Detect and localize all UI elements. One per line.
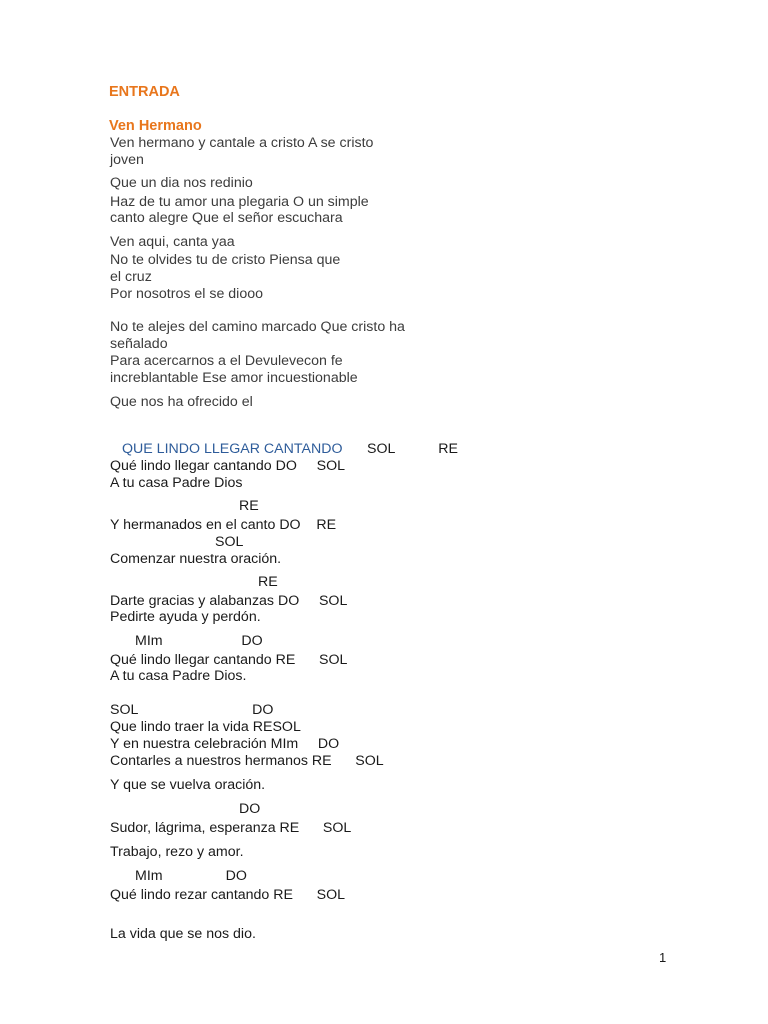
lyric-line: No te alejes del camino marcado Que cristo ha xyxy=(110,319,405,335)
chord-line: MIm DO xyxy=(135,868,247,884)
song-title-ven-hermano: Ven Hermano xyxy=(109,118,202,134)
lyric-line: A tu casa Padre Dios xyxy=(110,475,243,491)
song-title-que-lindo-llegar-cantando: QUE LINDO LLEGAR CANTANDO xyxy=(122,441,343,457)
lyric-line: Qué lindo rezar cantando RE SOL xyxy=(110,887,346,903)
chord-line: SOL RE xyxy=(367,441,458,457)
lyric-line: Y que se vuelva oración. xyxy=(110,777,266,793)
lyric-line: Por nosotros el se diooo xyxy=(110,286,264,302)
lyric-line: Para acercarnos a el Devulevecon fe xyxy=(110,353,343,369)
lyric-line: Contarles a nuestros hermanos RE SOL xyxy=(110,753,384,769)
lyric-line: Ven hermano y cantale a cristo A se cristo xyxy=(110,135,374,151)
lyric-line: Y en nuestra celebración MIm DO xyxy=(110,736,340,752)
lyric-line: Darte gracias y alabanzas DO SOL xyxy=(110,593,348,609)
chord-line: MIm DO xyxy=(135,633,263,649)
lyric-line: Trabajo, rezo y amor. xyxy=(110,844,244,860)
lyric-line: señalado xyxy=(110,336,168,352)
lyric-line: Qué lindo llegar cantando RE SOL xyxy=(110,652,348,668)
lyric-line: La vida que se nos dio. xyxy=(110,926,256,942)
chord-line: SOL xyxy=(215,534,244,550)
lyric-line: joven xyxy=(110,152,144,168)
chord-line: DO xyxy=(239,801,261,817)
lyric-line: Qué lindo llegar cantando DO SOL xyxy=(110,458,346,474)
lyric-line: Sudor, lágrima, esperanza RE SOL xyxy=(110,820,352,836)
lyric-line: Ven aqui, canta yaa xyxy=(110,234,235,250)
lyric-line: Haz de tu amor una plegaria O un simple xyxy=(110,194,369,210)
lyric-line: Y hermanados en el canto DO RE xyxy=(110,517,337,533)
chord-line: RE xyxy=(258,574,278,590)
lyric-line: Que un dia nos redinio xyxy=(110,175,253,191)
lyric-line: canto alegre Que el señor escuchara xyxy=(110,210,343,226)
lyric-line: Comenzar nuestra oración. xyxy=(110,551,282,567)
lyric-line: Que nos ha ofrecido el xyxy=(110,394,253,410)
lyric-line: Que lindo traer la vida RESOL xyxy=(110,719,301,735)
page-number: 1 xyxy=(659,950,667,965)
lyric-line: A tu casa Padre Dios. xyxy=(110,668,247,684)
section-title: ENTRADA xyxy=(109,84,180,100)
chord-line: RE xyxy=(239,498,259,514)
chord-line: SOL DO xyxy=(110,702,274,718)
lyric-line: Pedirte ayuda y perdón. xyxy=(110,609,261,625)
lyric-line: el cruz xyxy=(110,269,152,285)
lyric-line: increblantable Ese amor incuestionable xyxy=(110,370,358,386)
lyric-line: No te olvides tu de cristo Piensa que xyxy=(110,252,341,268)
